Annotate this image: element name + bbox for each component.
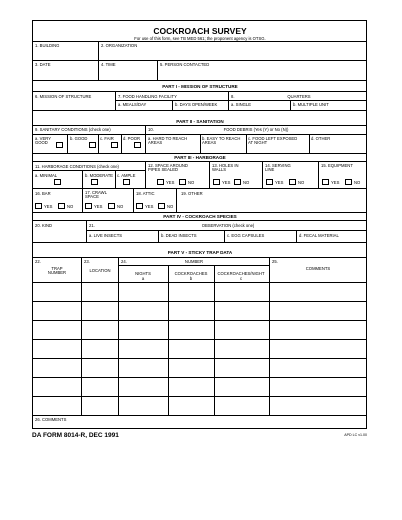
kind-label: 20. KIND xyxy=(35,223,52,228)
nights-header: NIGHTS xyxy=(135,271,151,276)
moderate-checkbox[interactable] xyxy=(91,179,98,185)
crawl-no-checkbox[interactable] xyxy=(108,203,115,209)
food-left-label-2: AT NIGHT xyxy=(248,140,268,145)
space-around-yes-checkbox[interactable] xyxy=(157,179,164,185)
sanitary-label: 9. SANITARY CONDITIONS (check one) xyxy=(35,127,111,132)
good-label: b. GOOD xyxy=(70,136,88,141)
holes-no-checkbox[interactable] xyxy=(234,179,241,185)
cockroaches-header: COCKROACHES xyxy=(174,271,208,276)
crawl-space-label: 17. CRAWL xyxy=(85,190,107,195)
no-label: NO xyxy=(167,204,174,209)
food-left-label: c. FOOD LEFT EXPOSED xyxy=(248,136,298,141)
dead-insects-label: b. DEAD INSECTS xyxy=(161,233,197,238)
date-label: 3. DATE xyxy=(35,62,51,67)
bar-label: 16. BAR xyxy=(35,191,51,196)
holes-label: 13. HOLES IN xyxy=(212,163,239,168)
no-label: NO xyxy=(243,180,250,185)
live-insects-label: a. LIVE INSECTS xyxy=(89,233,123,238)
space-around-no-checkbox[interactable] xyxy=(179,179,186,185)
meals-day-label: a. MEALS/DAY xyxy=(118,102,147,107)
trap-col-num: 22. xyxy=(35,259,41,264)
per-night-letter: c xyxy=(239,276,243,281)
organization-label: 2. ORGANIZATION xyxy=(101,43,138,48)
no-label: NO xyxy=(67,204,74,209)
comments-col-num: 25. xyxy=(272,259,278,264)
location-col-num: 23. xyxy=(84,259,90,264)
part2-title: PART II - SANITATION xyxy=(176,119,224,124)
hard-reach-label: a. HARD TO REACH xyxy=(148,136,188,141)
serving-label-2: LINE xyxy=(265,167,275,172)
yes-label: YES xyxy=(145,204,154,209)
attic-yes-checkbox[interactable] xyxy=(136,203,143,209)
part3-title: PART III - HARBORAGE xyxy=(174,155,226,160)
days-open-label: b. DAYS OPEN/WEEK xyxy=(175,102,218,107)
quarters-num: 8. xyxy=(231,94,235,99)
bar-no-checkbox[interactable] xyxy=(58,203,65,209)
crawl-yes-checkbox[interactable] xyxy=(85,203,92,209)
number-header: NUMBER xyxy=(184,259,204,264)
attic-label: 18. ATTIC xyxy=(136,191,155,196)
form-frame xyxy=(32,20,367,429)
equipment-yes-checkbox[interactable] xyxy=(322,179,329,185)
serving-label: 14. SERVING xyxy=(265,163,291,168)
yes-label: YES xyxy=(44,204,53,209)
crawl-space-label-2: SPACE xyxy=(85,194,99,199)
form-number: DA FORM 8014-R, DEC 1991 xyxy=(32,432,119,439)
multiple-unit-label: b. MULTIPLE UNIT xyxy=(293,102,329,107)
very-good-label: a. VERY xyxy=(35,136,51,141)
equipment-no-checkbox[interactable] xyxy=(345,179,352,185)
location-header: LOCATION xyxy=(89,268,111,273)
debris-num: 10. xyxy=(148,127,154,132)
poor-label: d. POOR xyxy=(123,136,140,141)
egg-capsules-label: c. EGG CAPSULES xyxy=(227,233,265,238)
poor-checkbox[interactable] xyxy=(134,142,141,148)
no-label: NO xyxy=(298,180,305,185)
food-facility-label: 7. FOOD HANDLING FACILITY xyxy=(118,94,177,99)
very-good-label-2: GOOD xyxy=(35,140,48,145)
moderate-label: b. MODERATE xyxy=(85,173,114,178)
equipment-label: 15. EQUIPMENT xyxy=(321,163,353,168)
hard-reach-label-2: AREAS xyxy=(148,140,163,145)
trap-header-2: NUMBER xyxy=(47,270,67,275)
trap-header: TRAP xyxy=(51,266,63,271)
quarters-label: QUARTERS xyxy=(287,94,311,99)
easy-reach-label: b. EASY TO REACH xyxy=(202,136,241,141)
observation-num: 21. xyxy=(89,223,95,228)
fair-checkbox[interactable] xyxy=(111,142,118,148)
mission-label: 6. MISSION OF STRUCTURE xyxy=(35,94,92,99)
bar-yes-checkbox[interactable] xyxy=(35,203,42,209)
good-checkbox[interactable] xyxy=(89,142,96,148)
space-around-label-2: PIPES SEALED xyxy=(148,167,179,172)
easy-reach-label-2: AREAS xyxy=(202,140,217,145)
serving-no-checkbox[interactable] xyxy=(289,179,296,185)
comments-header: COMMENTS xyxy=(305,266,331,271)
yes-label: YES xyxy=(166,180,175,185)
harborage-other-label: 19. OTHER xyxy=(181,191,203,196)
no-label: NO xyxy=(117,204,124,209)
minimal-label: a. MINIMAL xyxy=(35,173,58,178)
serving-yes-checkbox[interactable] xyxy=(266,179,273,185)
space-around-label: 12. SPACE AROUND xyxy=(148,163,188,168)
debris-other-label: d. OTHER xyxy=(311,136,331,141)
ample-label: c. AMPLE xyxy=(117,173,136,178)
building-label: 1. BUILDING xyxy=(35,43,60,48)
part5-title: PART V - STICKY TRAP DATA xyxy=(167,250,233,255)
very-good-checkbox[interactable] xyxy=(56,142,63,148)
holes-yes-checkbox[interactable] xyxy=(213,179,220,185)
form-title: COCKROACH SURVEY xyxy=(153,26,247,36)
comments-26-label: 26. COMMENTS xyxy=(35,417,67,422)
cockroaches-letter: b xyxy=(189,276,193,281)
per-night-header: COCKROACHES/NIGHT xyxy=(217,271,265,276)
holes-label-2: WALLS xyxy=(212,167,227,172)
nights-letter: a xyxy=(141,276,145,281)
number-col-num: 24. xyxy=(121,259,127,264)
form-subtitle: For use of this form, see TB MED 561; the proponent agency is OTSG. xyxy=(134,36,266,41)
no-label: NO xyxy=(354,180,361,185)
part4-title: PART IV - COCKROACH SPECIES xyxy=(163,214,237,219)
part1-title: PART I - MISSION OF STRUCTURE xyxy=(162,84,238,89)
harborage-label: 11. HARBORAGE CONDITIONS (check one) xyxy=(35,164,119,169)
person-contacted-label: 5. PERSON CONTACTED xyxy=(160,62,210,67)
yes-label: YES xyxy=(331,180,340,185)
single-label: a. SINGLE xyxy=(231,102,252,107)
time-label: 4. TIME xyxy=(101,62,116,67)
yes-label: YES xyxy=(275,180,284,185)
fecal-material-label: d. FECAL MATERIAL xyxy=(299,233,339,238)
ample-checkbox[interactable] xyxy=(123,179,130,185)
ape-version: APD LC v1.00 xyxy=(344,433,367,437)
fair-label: c. FAIR xyxy=(100,136,114,141)
attic-no-checkbox[interactable] xyxy=(158,203,165,209)
no-label: NO xyxy=(188,180,195,185)
yes-label: YES xyxy=(94,204,103,209)
observation-label: OBSERVATION (check one) xyxy=(201,223,255,228)
minimal-checkbox[interactable] xyxy=(54,179,61,185)
food-debris-label: FOOD DEBRIS (Yes (Y) or No (N)) xyxy=(223,127,289,132)
yes-label: YES xyxy=(222,180,231,185)
